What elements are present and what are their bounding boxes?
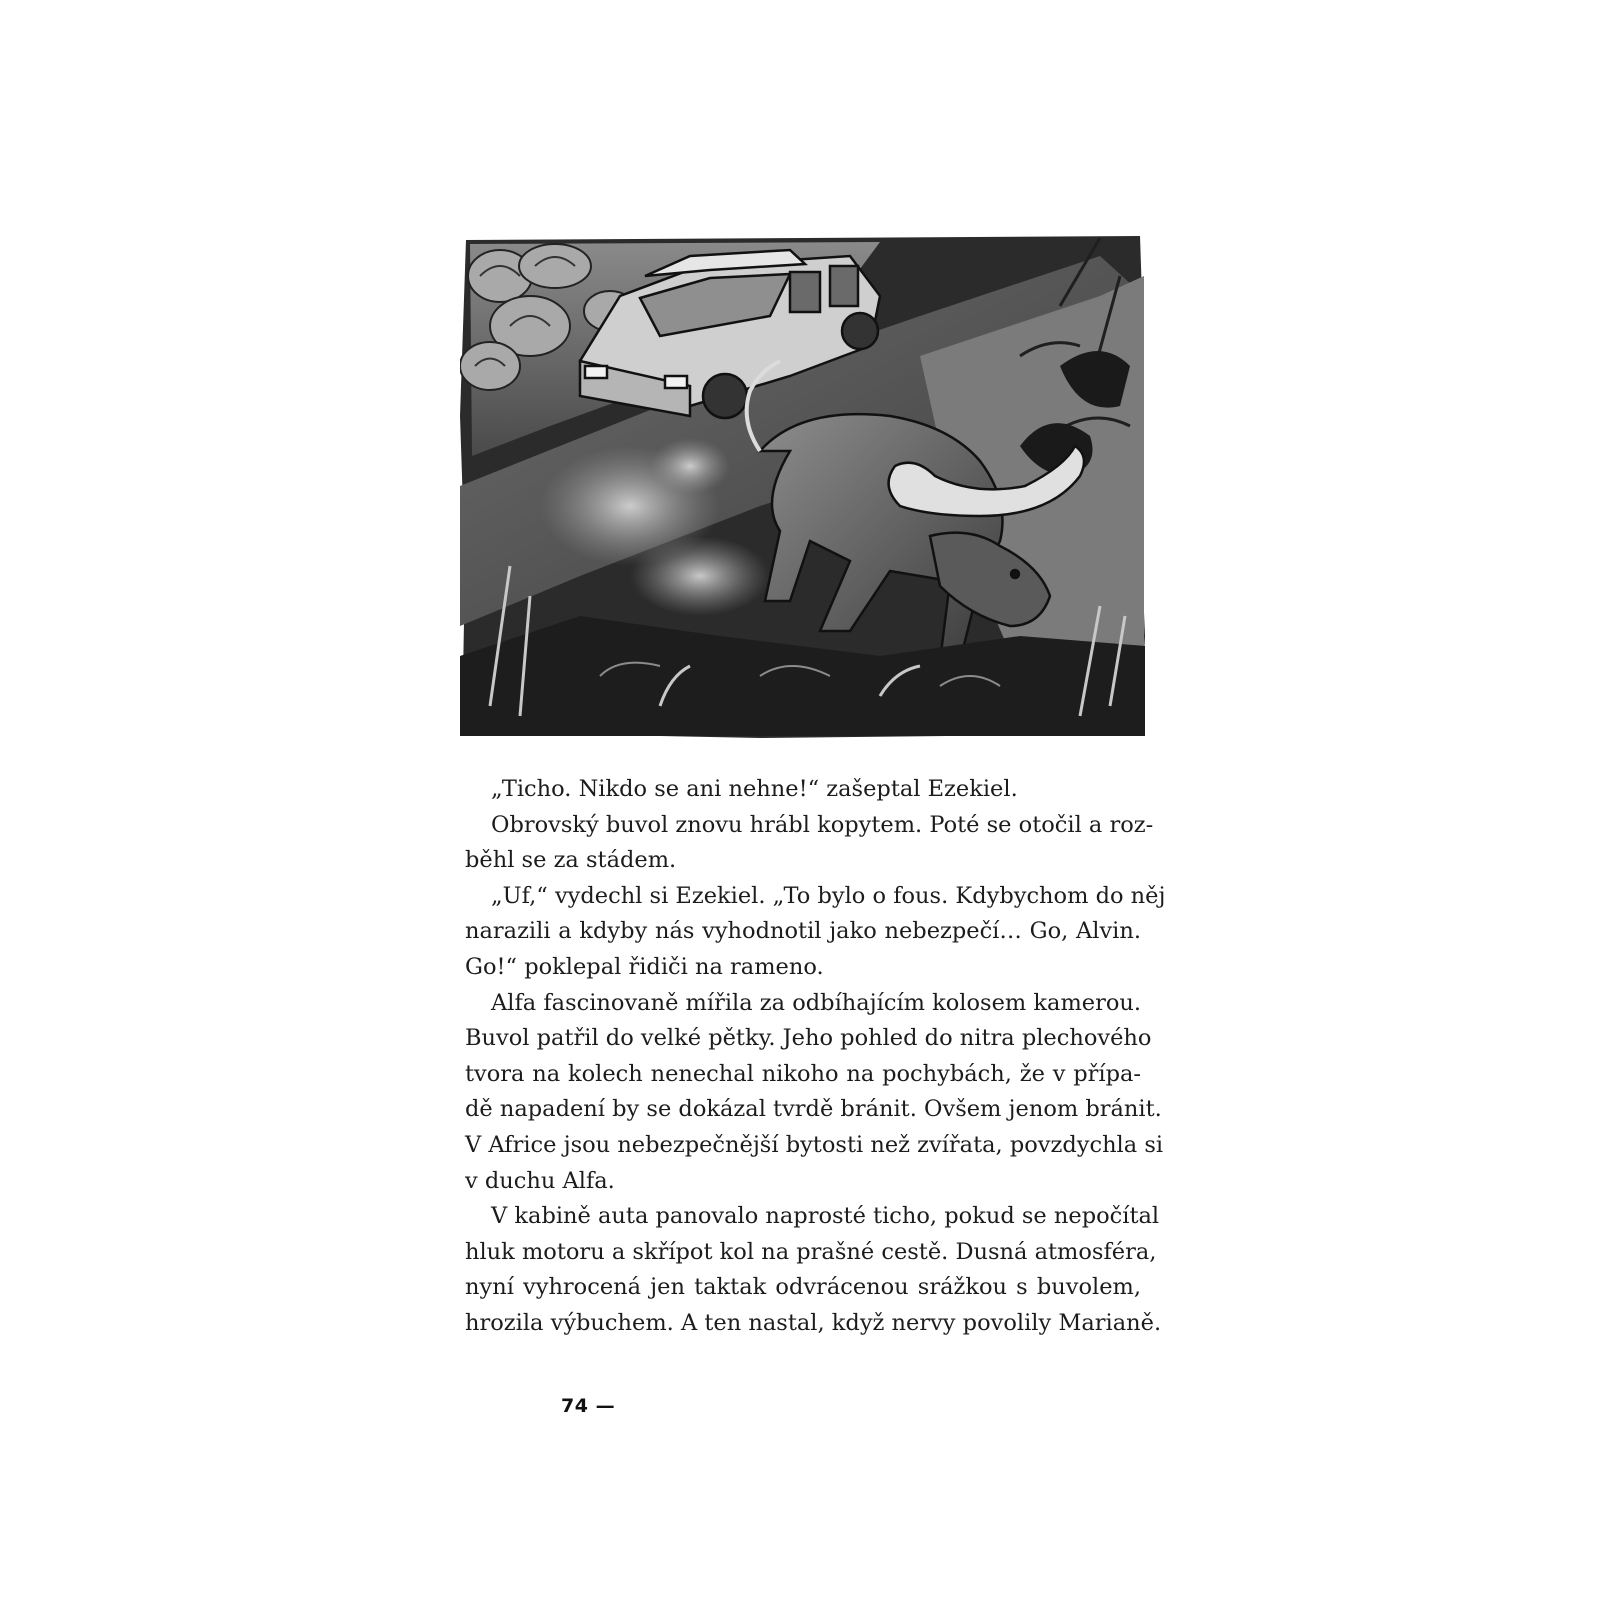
paragraph-2 (465, 808, 1154, 879)
text-line: nyní vyhrocená jen taktak odvrácenou srážkou s buvolem, (465, 1274, 1141, 1301)
body-text (465, 772, 1166, 1342)
text-line: V Africe jsou nebezpečnější bytosti než zvířata, povzdychla si (465, 1131, 1164, 1158)
text-line: „Ticho. Nikdo se ani nehne!“ zašeptal Ezekiel. (491, 776, 1018, 802)
paragraph-5 (465, 1199, 1162, 1341)
text-line: Alfa fascinovaně mířila za odbíhajícím kolosem kamerou. (491, 989, 1142, 1016)
buffalo-jeep-illustration (460, 236, 1145, 738)
text-line: hluk motoru a skřípot kol na prašné cestě. Dusná atmosféra, (465, 1238, 1157, 1265)
text-line: „Uf,“ vydechl si Ezekiel. „To bylo o fous. Kdybychom do něj (491, 882, 1166, 909)
text-line: v duchu Alfa. (465, 1167, 615, 1194)
page-number (561, 1395, 615, 1417)
text-line: tvora na kolech nenechal nikoho na pochybách, že v přípa- (465, 1060, 1141, 1087)
illustration-artwork (460, 236, 1145, 738)
text-line: dě napadení by se dokázal tvrdě bránit. Ovšem jenom bránit. (465, 1096, 1162, 1123)
text-line: hrozila výbuchem. A ten nastal, když nervy povolily Marianě. (465, 1309, 1162, 1336)
text-line: Go!“ poklepal řidiči na rameno. (465, 953, 824, 980)
text-line: V kabině auta panovalo naprosté ticho, pokud se nepočítal (491, 1203, 1160, 1230)
paragraph-4 (465, 986, 1164, 1200)
text-line: Buvol patřil do velké pětky. Jeho pohled do nitra plechového (465, 1025, 1152, 1052)
text-line: běhl se za stádem. (465, 847, 677, 874)
text-line: narazili a kdyby nás vyhodnotil jako nebezpečí… Go, Alvin. (465, 918, 1141, 945)
folio-dash: — (595, 1395, 616, 1417)
paragraph-1 (465, 772, 1141, 808)
page-number-value: 74 (561, 1395, 589, 1417)
text-line: Obrovský buvol znovu hrábl kopytem. Poté se otočil a roz- (491, 811, 1154, 838)
paragraph-3 (465, 879, 1166, 986)
